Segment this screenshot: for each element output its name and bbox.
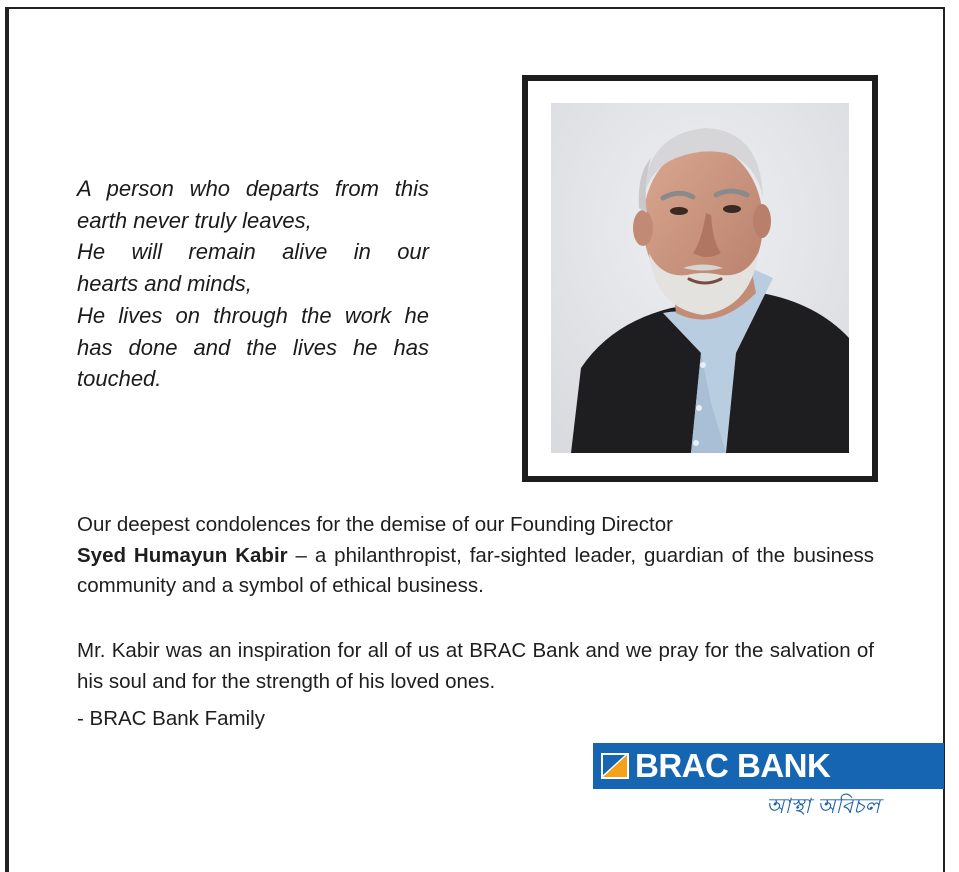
condolence-details — [77, 541, 874, 602]
portrait-illustration — [551, 103, 849, 453]
memorial-quote — [77, 173, 429, 395]
quote-line: touched. — [77, 366, 162, 392]
brand-tagline: আস্থা অবিচল — [765, 794, 880, 818]
deceased-description: – a philanthropist, far-sighted leader, guardian of the business community and a symbol of ethical business. — [77, 543, 874, 597]
quote-line: has done and the lives he has — [77, 334, 429, 360]
condolence-message — [77, 510, 874, 602]
brac-bank-logo — [593, 743, 944, 789]
deceased-name: Syed Humayun Kabir — [77, 543, 288, 567]
quote-line: He will remain alive in our — [77, 239, 429, 265]
signature: - BRAC Bank Family — [77, 707, 265, 730]
quote-line: hearts and minds, — [77, 271, 252, 297]
quote-line: He lives on through the work he — [77, 302, 429, 328]
portrait-photo — [551, 103, 849, 453]
quote-line: A person who departs from this — [77, 176, 429, 201]
quote-line: earth never truly leaves, — [77, 207, 312, 233]
inspiration-message: Mr. Kabir was an inspiration for all of us at BRAC Bank and we pray for the salvation of his soul and for the strength of his loved ones. — [77, 639, 874, 693]
brac-bank-logo-mark-icon — [601, 753, 629, 779]
brand-name: BRAC BANK — [635, 747, 831, 784]
condolence-intro: Our deepest condolences for the demise of our Founding Director — [77, 513, 673, 536]
